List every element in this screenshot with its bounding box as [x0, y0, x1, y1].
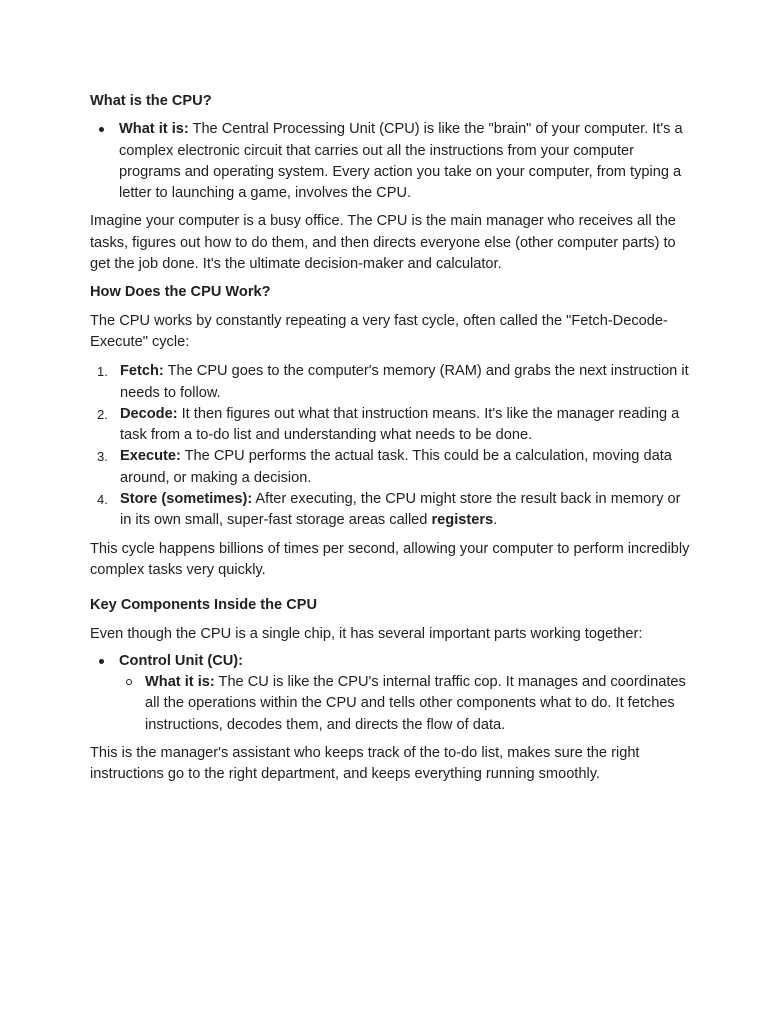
step-text: The CPU goes to the computer's memory (RAM) and grabs the next instruction it needs to follow. [120, 363, 689, 401]
step-label: Fetch: [120, 363, 164, 380]
list-item [90, 361, 690, 404]
step-text: It then figures out what that instruction means. It's like the manager reading a task from a to-do list and understanding what needs to be done. [120, 405, 680, 444]
bullet-list [90, 119, 690, 204]
list-item [90, 651, 690, 736]
list-number: 2. [97, 406, 108, 422]
paragraph-cycle-outro: This cycle happens billions of times per second, allowing your computer to perform incredibly complex tasks very quickly. [90, 540, 690, 578]
bullet-label: What it is: [119, 121, 189, 138]
step-label: Decode: [120, 405, 178, 422]
sub-bullet-label: What it is: [145, 674, 215, 691]
heading-key-components: Key Components Inside the CPU [90, 597, 318, 614]
list-item [90, 489, 690, 532]
list-number: 4. [97, 492, 108, 508]
sub-bullet-list [119, 672, 690, 736]
list-item [90, 446, 690, 489]
numbered-list [90, 361, 690, 531]
heading-how-cpu-works: How Does the CPU Work? [90, 284, 271, 301]
list-item [90, 404, 690, 447]
heading-what-is-cpu: What is the CPU? [90, 93, 212, 109]
step-text-end: . [493, 512, 498, 529]
list-item [90, 119, 690, 204]
list-number: 3. [97, 449, 108, 465]
list-item [119, 672, 690, 736]
paragraph-assistant-analogy: This is the manager's assistant who keeps track of the to-do list, makes sure the right instructions go to the right department, and keeps everything running smoothly. [90, 745, 640, 783]
step-text: After executing, the CPU might store the result back in memory or in its own small, super-fast storage areas called [120, 491, 681, 529]
registers-term: registers [431, 512, 494, 529]
document-page [90, 91, 690, 786]
step-label: Store (sometimes): [120, 491, 253, 508]
step-text: The CPU performs the actual task. This could be a calculation, moving data around, or making a decision. [120, 448, 672, 486]
paragraph-office-analogy: Imagine your computer is a busy office. The CPU is the main manager who receives all the tasks, figures out how to do them, and then directs everyone else (other computer parts) to get the job done. It's the ultimate decision-maker and calculator. [90, 213, 676, 273]
step-label: Execute: [120, 448, 181, 465]
paragraph-components-intro: Even though the CPU is a single chip, it has several important parts working together: [90, 625, 643, 642]
paragraph-cycle-intro: The CPU works by constantly repeating a very fast cycle, often called the "Fetch-Decode-Execute" cycle: [90, 312, 668, 350]
control-unit-label: Control Unit (CU): [119, 652, 244, 669]
sub-bullet-text: The CU is like the CPU's internal traffic cop. It manages and coordinates all the operations within the CPU and tells other components what to do. It fetches instructions, decodes them, and directs the flow of data. [145, 674, 686, 733]
bullet-list [90, 651, 690, 736]
bullet-text: The Central Processing Unit (CPU) is like the "brain" of your computer. It's a complex electronic circuit that carries out all the instructions from your computer programs and operating system. Every action you take on your computer, from typing a letter to launching a game, involves the CPU. [119, 121, 683, 202]
list-number: 1. [97, 364, 108, 380]
